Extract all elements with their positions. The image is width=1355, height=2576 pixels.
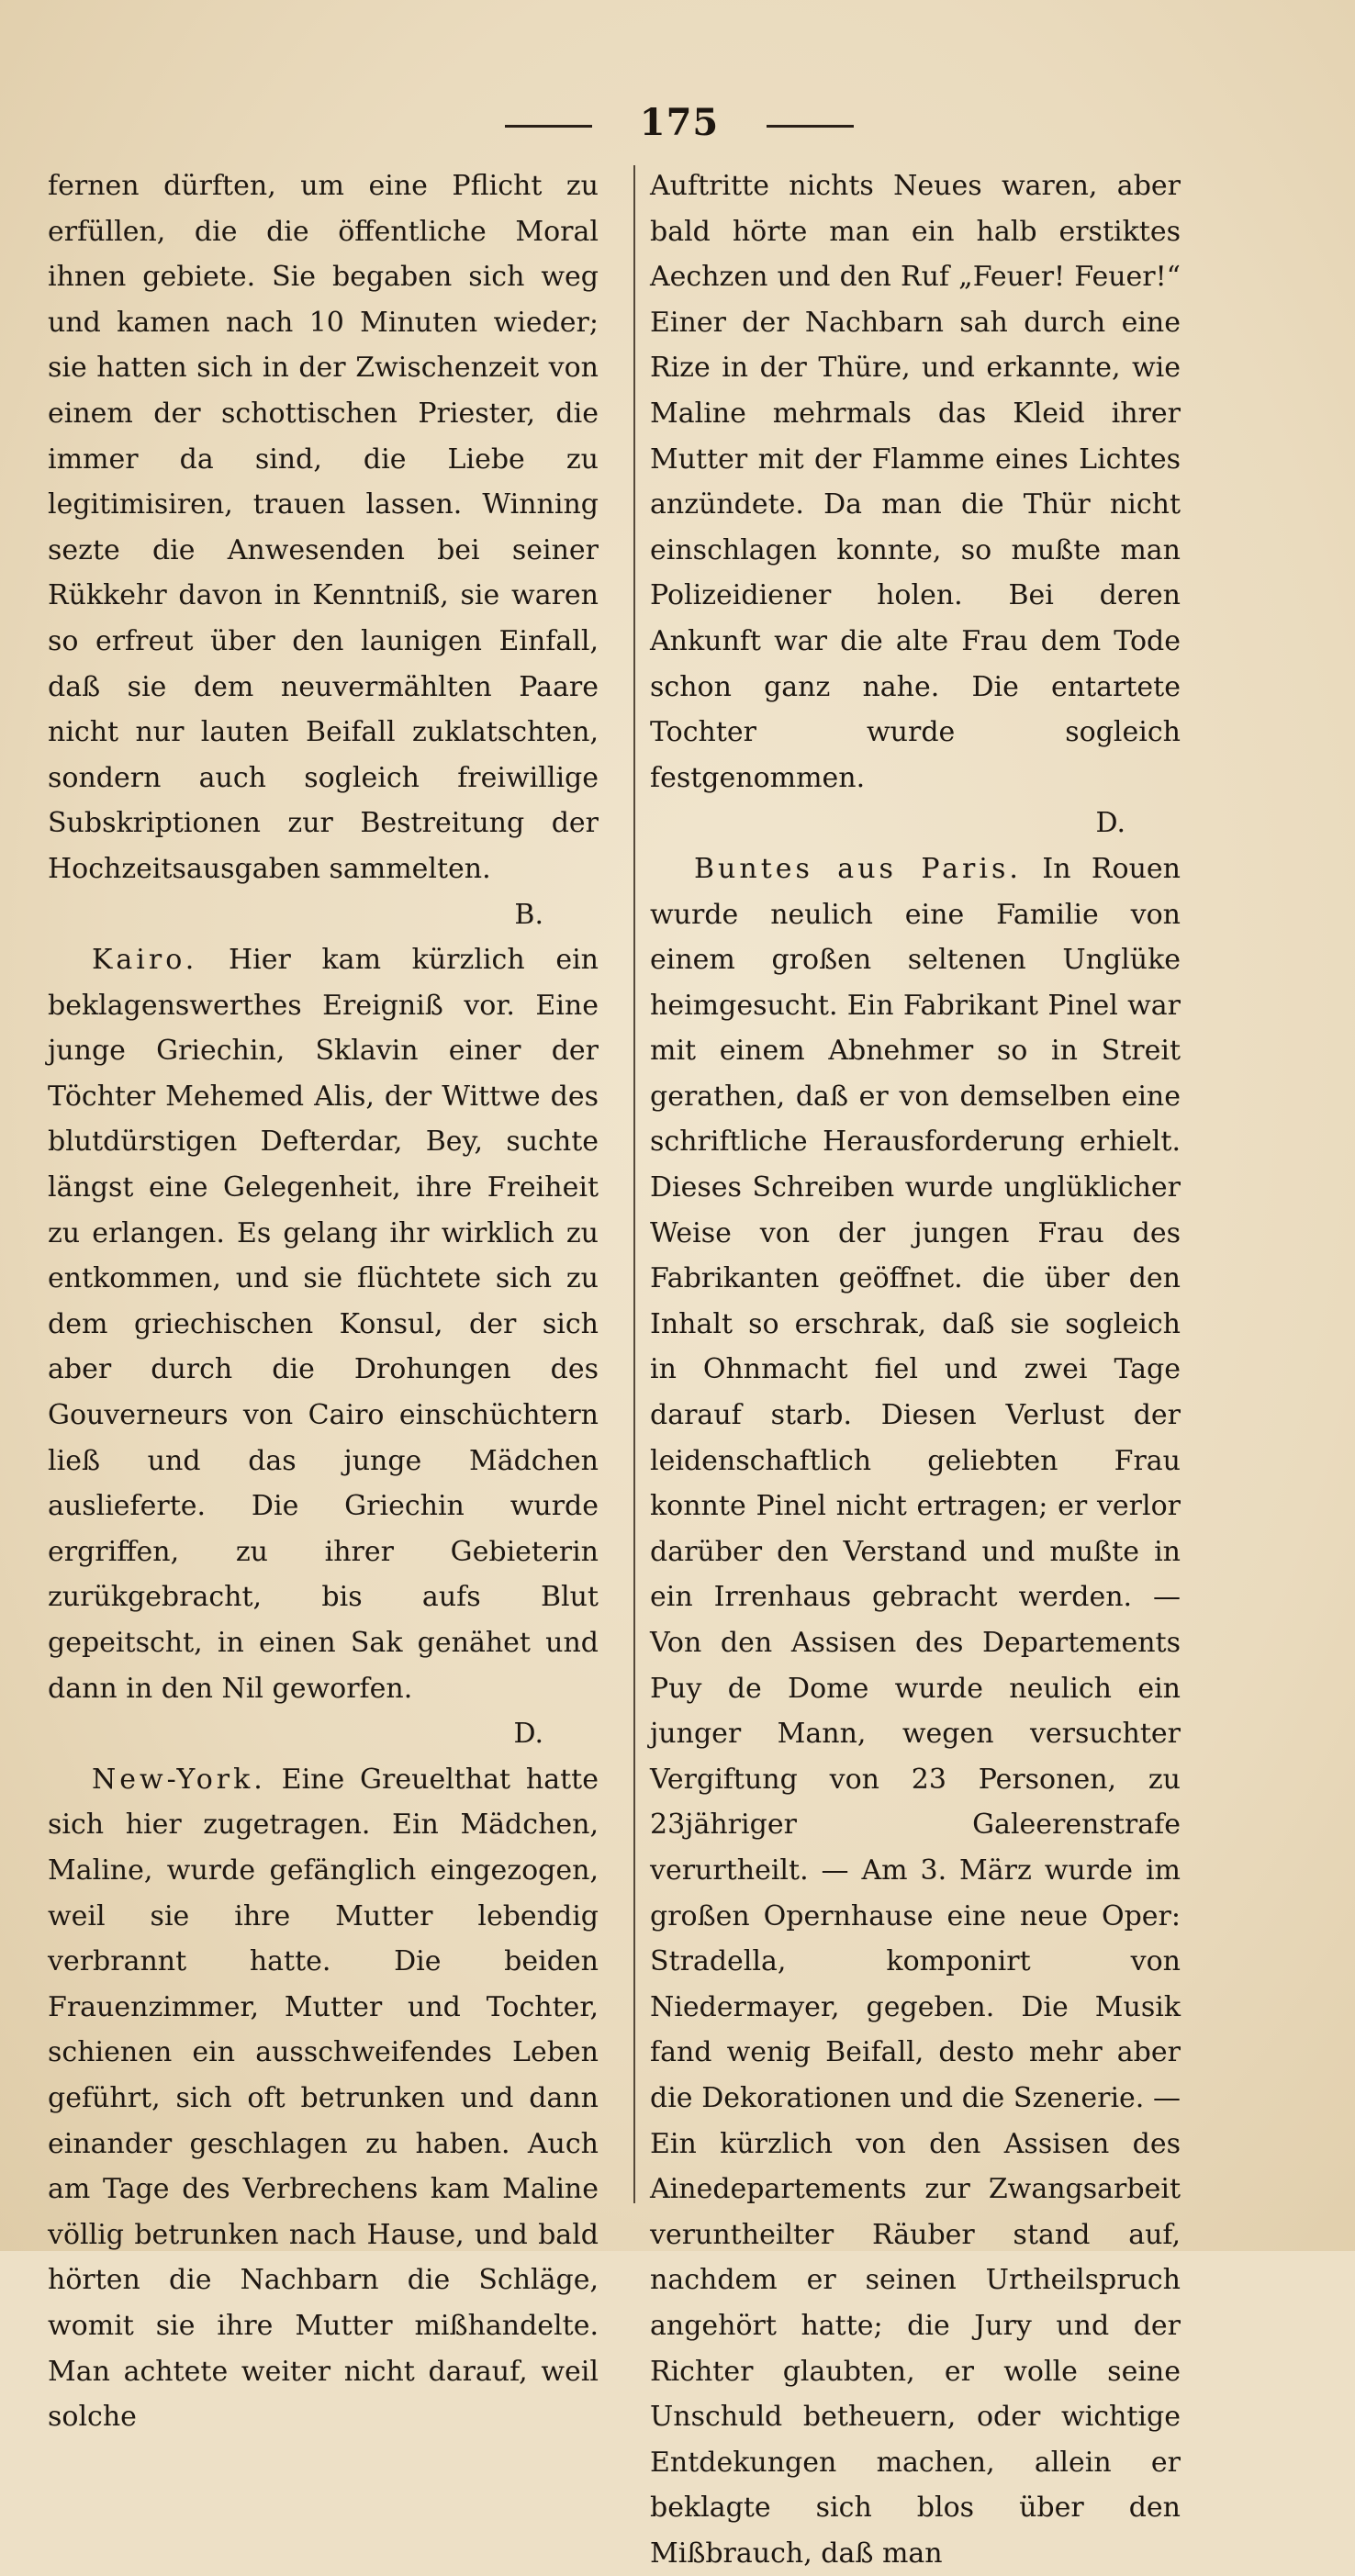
article-signature: B.: [514, 898, 543, 931]
article-continuation: [48, 163, 599, 937]
article-new-york-continued: [650, 163, 1181, 846]
article-text: In Rouen wurde neulich eine Familie von einem großen seltenen Unglüke heimgesucht. Ein Fabrikant Pinel war mit einem Abnehmer so in Streit gerathen, daß er von demselben eine schriftliche Herausforderung erhielt. Dieses Schreiben wurde unglüklicher Weise von der jungen Frau des Fabrikanten geöffnet. die über den Inhalt so erschrak, daß sie sogleich in Ohnmacht fiel und zwei Tage darauf starb. Diesen Verlust der leidenschaftlich geliebten Frau konnte Pinel nicht ertragen; er verlor darüber den Verstand und mußte in ein Irrenhaus gebracht werden. — Von den Assisen des Departements Puy de Dome wurde neulich ein junger Mann, wegen versuchter Vergiftung von 23 Personen, zu 23jähriger Galeerenstrafe verurtheilt. — Am 3. März wurde im großen Opernhause eine neue Oper: Stradella, komponirt von Niedermayer, gegeben. Die Musik fand wenig Beifall, desto mehr aber die Dekorationen und die Szenerie. — Ein kürzlich von den Assisen des Ainedepartements zur Zwangsarbeit veruntheilter Räuber stand auf, nachdem er seinen Urtheilspruch angehört hatte; die Jury und der Richter glaubten, er wolle seine Unschuld betheuern, oder wichtige Entdekungen machen, allein er beklagte sich blos über den Mißbrauch, daß man: [650, 852, 1181, 2570]
article-text: Eine Greuelthat hatte sich hier zugetragen. Ein Mädchen, Maline, wurde gefänglich eingezogen, weil sie ihre Mutter lebendig verbrannt hatte. Die beiden Frauenzimmer, Mutter und Tochter, schienen ein ausschweifendes Leben geführt, sich oft betrunken und dann einander geschlagen zu haben. Auch am Tage des Verbrechens kam Maline völlig betrunken nach Hause, und bald hörten die Nachbarn die Schläge, womit sie ihre Mutter mißhandelte. Man achtete weiter nicht darauf, weil solche: [48, 1763, 599, 2434]
article-signature: D.: [513, 1718, 543, 1751]
article-paris: [650, 846, 1181, 2576]
article-headline: Kairo.: [92, 944, 198, 977]
article-text: fernen dürften, um eine Pflicht zu erfüllen, die die öffentliche Moral ihnen gebiete. Sie begaben sich weg und kamen nach 10 Minuten wieder; sie hatten sich in der Zwischenzeit von einem der schottischen Priester, die immer da sind, die Liebe zu legitimisiren, trauen lassen. Winning sezte die Anwesenden bei seiner Rükkehr davon in Kenntniß, sie waren so erfreut über den launigen Einfall, daß sie dem neuvermählten Paare nicht nur lauten Beifall zuklatschten, sondern auch sogleich freiwillige Subskriptionen zur Bestreitung der Hochzeitsausgaben sammelten.: [48, 170, 599, 885]
header-rule-left: [505, 125, 592, 128]
page-header: [542, 95, 817, 151]
article-signature: D.: [1095, 807, 1125, 840]
article-kairo: [48, 937, 599, 1757]
article-text: Auftritte nichts Neues waren, aber bald hörte man ein halb erstiktes Aechzen und den Ruf „Feuer! Feuer!“ Einer der Nachbarn sah durch eine Rize in der Thüre, und erkannte, wie Maline mehrmals das Kleid ihrer Mutter mit der Flamme eines Lichtes anzündete. Da man die Thür nicht einschlagen konnte, so mußte man Polizeidiener holen. Bei deren Ankunft war die alte Frau dem Tode schon ganz nahe. Die entartete Tochter wurde sogleich festgenommen.: [650, 170, 1181, 794]
article-headline: Buntes aus Paris.: [694, 852, 1022, 885]
right-column: [650, 163, 1181, 2576]
article-new-york: [48, 1757, 599, 2440]
page-number: 175: [639, 101, 720, 144]
header-rule-right: [767, 125, 854, 128]
column-divider: [633, 165, 635, 2203]
article-headline: New-York.: [92, 1763, 266, 1796]
left-column: [48, 163, 599, 2440]
article-text: Hier kam kürzlich ein beklagenswerthes Ereigniß vor. Eine junge Griechin, Sklavin einer der Töchter Mehemed Alis, der Wittwe des blutdürstigen Defterdar, Bey, suchte längst eine Gelegenheit, ihre Freiheit zu erlangen. Es gelang ihr wirklich zu entkommen, und sie flüchtete sich zu dem griechischen Konsul, der sich aber durch die Drohungen des Gouverneurs von Cairo einschüchtern ließ und das junge Mädchen auslieferte. Die Griechin wurde ergriffen, zu ihrer Gebieterin zurükgebracht, bis aufs Blut gepeitscht, in einen Sak genähet und dann in den Nil geworfen.: [48, 944, 599, 1705]
